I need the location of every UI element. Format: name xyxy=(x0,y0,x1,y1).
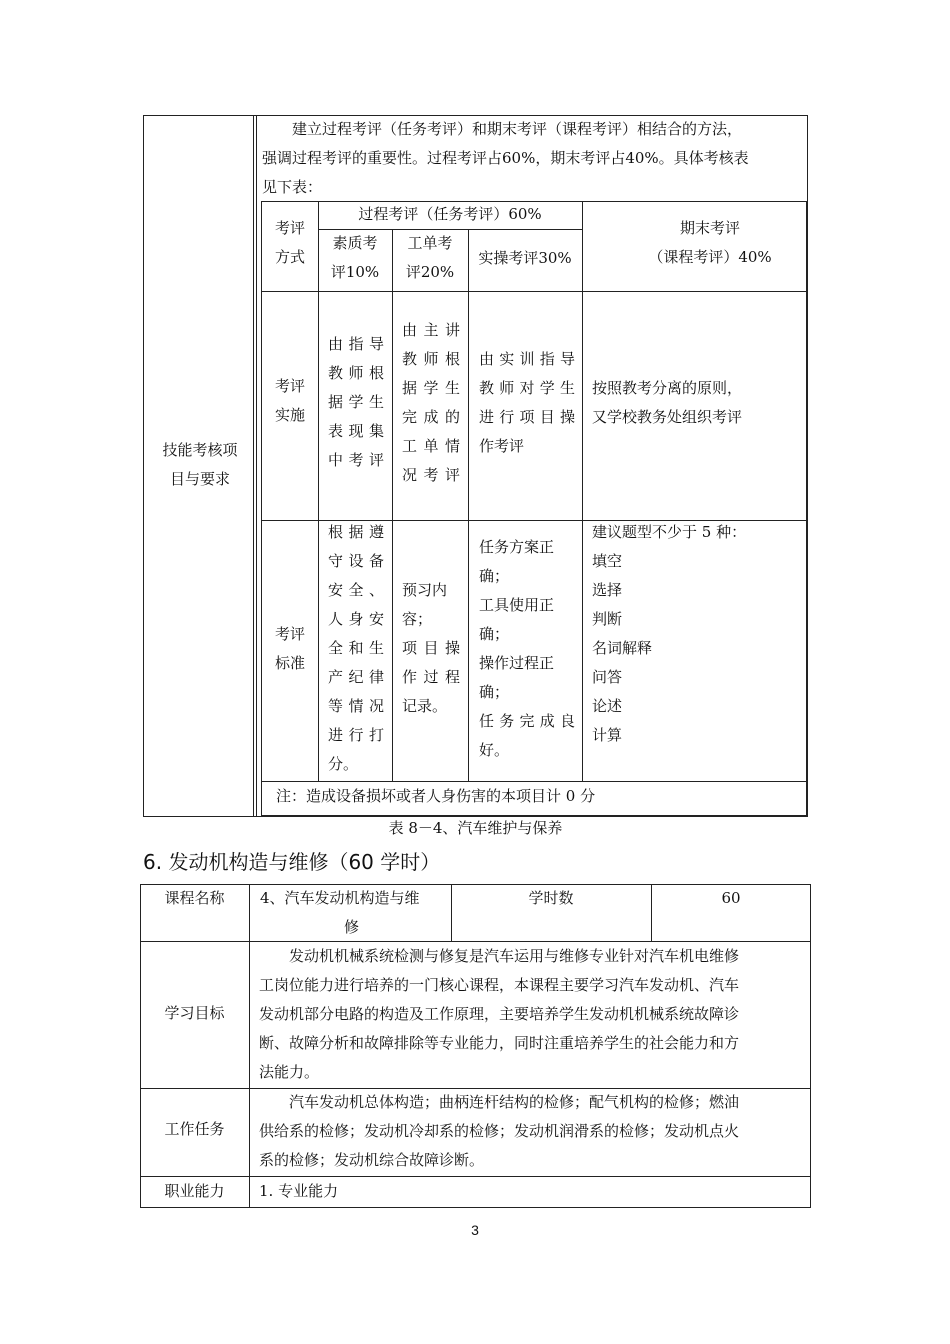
worksheet-header-text: 工单考评20% xyxy=(405,234,455,281)
goal-label: 学习目标 xyxy=(164,1004,225,1022)
impl-final xyxy=(592,374,802,432)
worksheet-header xyxy=(395,229,465,287)
std-practice-8: 好。 xyxy=(479,741,510,759)
impl-quality xyxy=(328,330,384,475)
std-final-3: 选择 xyxy=(592,581,623,599)
std-final-6: 问答 xyxy=(592,668,623,686)
impl-quality-3: 据学生 xyxy=(328,393,384,411)
course-name-label: 课程名称 xyxy=(164,889,225,907)
goal-line-2: 工岗位能力进行培养的一门核心课程，本课程主要学习汽车发动机、汽车 xyxy=(259,976,740,994)
impl-practice-2: 教师对学生 xyxy=(479,379,575,397)
goal-line-3: 发动机部分电路的构造及工作原理，主要培养学生发动机机械系统故障诊 xyxy=(259,1005,740,1023)
impl-label-text: 考评实施 xyxy=(274,377,305,424)
impl-final-2: 又学校教务处组织考评 xyxy=(592,408,743,426)
task-line-3: 系的检修；发动机综合故障诊断。 xyxy=(259,1151,485,1169)
inner-row-line-1 xyxy=(261,291,807,292)
course-name-line-2: 修 xyxy=(344,918,360,936)
std-final-2: 填空 xyxy=(592,552,623,570)
intro-line-2: 强调过程考评的重要性。过程考评占60%，期末考评占40%。具体考核表 xyxy=(262,149,749,167)
std-final-8: 计算 xyxy=(592,726,623,744)
impl-final-1: 按照教考分离的原则， xyxy=(592,379,743,397)
std-quality-5: 全和生 xyxy=(328,639,384,657)
intro-paragraph xyxy=(262,115,802,202)
std-practice-5: 操作过程正 xyxy=(479,654,555,672)
table-caption: 表 8－4、汽车维护与保养 xyxy=(388,819,563,837)
std-final-1: 建议题型不少于 5 种： xyxy=(592,523,747,541)
intro-line-3: 见下表： xyxy=(262,178,323,196)
inner-col-line-1 xyxy=(318,201,319,781)
impl-worksheet-2: 教师根 xyxy=(402,350,460,368)
std-worksheet-5: 记录。 xyxy=(402,697,448,715)
std-quality-3: 安全、 xyxy=(328,581,384,599)
impl-quality-1: 由指导 xyxy=(328,335,384,353)
std-practice-1: 任务方案正 xyxy=(479,538,555,556)
goal-text xyxy=(259,942,805,1087)
impl-worksheet-4: 完成的 xyxy=(402,408,460,426)
task-label: 工作任务 xyxy=(164,1120,225,1138)
goal-line-4: 断、故障分析和故障排除等专业能力，同时注重培养学生的社会能力和方 xyxy=(259,1034,740,1052)
ability-label: 职业能力 xyxy=(164,1182,225,1200)
process-header: 过程考评（任务考评）60% xyxy=(358,205,542,223)
std-practice xyxy=(479,533,575,765)
std-label-text: 考评标准 xyxy=(274,625,305,672)
hours-value: 60 xyxy=(721,889,741,907)
impl-worksheet-1: 由主讲 xyxy=(402,321,460,339)
impl-quality-4: 表现集 xyxy=(328,422,384,440)
std-quality-2: 守设备 xyxy=(328,552,384,570)
std-worksheet-2: 容； xyxy=(402,610,433,628)
std-quality-7: 等情况 xyxy=(328,697,384,715)
quality-header-text: 素质考评10% xyxy=(330,234,380,281)
row-label-text: 技能考核项目与要求 xyxy=(162,441,238,488)
std-final-7: 论述 xyxy=(592,697,623,715)
std-worksheet xyxy=(402,576,460,721)
goal-line-1: 发动机机械系统检测与修复是汽车运用与维修专业针对汽车机电维修 xyxy=(289,947,740,965)
inner-col-line-2 xyxy=(392,229,393,781)
hours-label: 学时数 xyxy=(528,889,574,907)
impl-worksheet-3: 据学生 xyxy=(402,379,460,397)
std-practice-3: 工具使用正 xyxy=(479,596,555,614)
inner-col-line-4 xyxy=(582,201,583,781)
std-quality-8: 进行打 xyxy=(328,726,384,744)
impl-quality-5: 中考评 xyxy=(328,451,384,469)
row-label-skill xyxy=(150,436,250,494)
practice-header: 实操考评30% xyxy=(478,249,572,267)
inner-col-line-3 xyxy=(468,229,469,781)
std-practice-6: 确； xyxy=(479,683,510,701)
row-label-lines xyxy=(150,436,250,494)
std-final-4: 判断 xyxy=(592,610,623,628)
impl-label xyxy=(266,372,314,430)
impl-practice-4: 作考评 xyxy=(479,437,525,455)
quality-header xyxy=(321,229,389,287)
std-worksheet-4: 作过程 xyxy=(402,668,460,686)
task-text xyxy=(259,1088,805,1175)
std-worksheet-1: 预习内 xyxy=(402,581,448,599)
impl-practice xyxy=(479,345,575,461)
std-final-5: 名词解释 xyxy=(592,639,653,657)
goal-line-5: 法能力。 xyxy=(259,1063,320,1081)
std-final xyxy=(592,518,802,750)
std-worksheet-3: 项目操 xyxy=(402,639,460,657)
task-line-2: 供给系的检修；发动机冷却系的检修；发动机润滑系的检修；发动机点火 xyxy=(259,1122,740,1140)
ability-text: 1. 专业能力 xyxy=(259,1182,339,1200)
final-header-2: （课程考评）40% xyxy=(648,248,772,266)
final-header-1: 期末考评 xyxy=(679,219,740,237)
impl-practice-1: 由实训指导 xyxy=(479,350,575,368)
task-line-1: 汽车发动机总体构造；曲柄连杆结构的检修；配气机构的检修；燃油 xyxy=(289,1093,740,1111)
assessment-note: 注：造成设备损坏或者人身伤害的本项目计 0 分 xyxy=(276,787,596,805)
std-quality-4: 人身安 xyxy=(328,610,384,628)
upper-table-divider xyxy=(253,115,254,817)
course-name-value xyxy=(260,884,448,942)
intro-line-1: 建立过程考评（任务考评）和期末考评（课程考评）相结合的方法， xyxy=(292,120,743,138)
std-practice-7: 任务完成良 xyxy=(479,712,575,730)
std-practice-4: 确； xyxy=(479,625,510,643)
upper-table-divider-inner xyxy=(256,115,257,817)
section-heading: 6. 发动机构造与维修（60 学时） xyxy=(143,850,441,874)
method-label xyxy=(266,214,314,272)
impl-quality-2: 教师根 xyxy=(328,364,384,382)
std-practice-2: 确； xyxy=(479,567,510,585)
impl-worksheet xyxy=(402,316,460,490)
impl-practice-3: 进行项目操 xyxy=(479,408,575,426)
course-col-line-1 xyxy=(249,884,250,1208)
page-number: 3 xyxy=(471,1222,479,1238)
std-quality-6: 产纪律 xyxy=(328,668,384,686)
method-label-text: 考评方式 xyxy=(274,219,305,266)
std-quality-9: 分。 xyxy=(328,755,359,773)
impl-worksheet-5: 工单情 xyxy=(402,437,460,455)
impl-worksheet-6: 况考评 xyxy=(402,466,460,484)
std-quality-1: 根据遵 xyxy=(328,523,384,541)
course-name-line-1: 4、汽车发动机构造与维 xyxy=(260,889,420,907)
std-quality xyxy=(328,518,384,779)
std-label xyxy=(266,620,314,678)
